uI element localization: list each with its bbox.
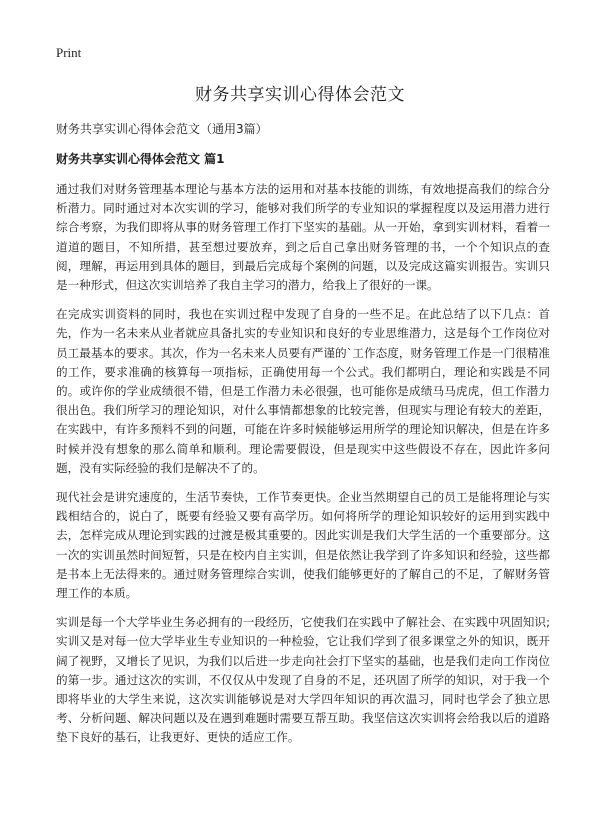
paragraph: 实训是每一个大学毕业生务必拥有的一段经历，它使我们在实践中了解社会、在实践中巩固知识;实训又是对每一位大学毕业生专业知识的一种检验，它让我们学到了很多课堂之外的知识，既开阔了视野，又增长了见识，为我们以后进一步走向社会打下坚实的基础，也是我们走向工作岗位的第一步。通过这次的实训，不仅仅从中发现了自身的不足，还巩固了所学的知识，对于我一个即将毕业的大学生来说，这次实训能够说是对大学四年知识的再次温习，同时也学会了独立思考、分析问题、解决问题以及在遇到难题时需要互帮互助。我坚信这次实训将会给我以后的道路垫下良好的基石，让我更好、更快的适应工作。 [56, 615, 550, 745]
paragraph: 通过我们对财务管理基本理论与基本方法的运用和对基本技能的训练，有效地提高我们的综合分析潜力。同时通过对本次实训的学习，能够对我们所学的专业知识的掌握程度以及运用潜力进行综合考察，为我们即将从事的财务管理工作打下坚实的基础。从一开始，拿到实训材料，看着一道道的题目，不知所措，甚至想过要放弃，到之后自己拿出财务管理的书，一个个知识点的查阅，理解，再运用到具体的题目，到最后完成每个案例的问题，以及完成这篇实训报告。实训只是一种形式，但这次实训培养了我自主学习的潜力，给我上了很好的一课。 [56, 182, 550, 293]
paragraph: 现代社会是讲究速度的，生活节奏快，工作节奏更快。企业当然期望自己的员工是能将理论与实践相结合的，说白了，既要有经验又要有高学历。如何将所学的理论知识较好的运用到实践中去，怎样完成从理论到实践的过渡是极其重要的。因此实训是我们大学生活的一个重要部分。这一次的实训虽然时间短暂，只是在校内自主实训，但是依然让我学到了许多知识和经验，这些都是书本上无法得来的。通过财务管理综合实训，使我们能够更好的了解自己的不足，了解财务管理工作的本质。 [56, 490, 550, 601]
page-title: 财务共享实训心得体会范文 [195, 85, 405, 105]
section-heading: 财务共享实训心得体会范文 篇1 [56, 152, 225, 166]
document-subtitle: 财务共享实训心得体会范文（通用3篇） [56, 122, 268, 136]
article-body [56, 180, 550, 758]
paragraph: 在完成实训资料的同时，我也在实训过程中发现了自身的一些不足。在此总结了以下几点：首先，作为一名未来从业者就应具备扎实的专业知识和良好的专业思维潜力，这是每个工作岗位对员工最基本的要求。其次，作为一名未来人员要有严谨的`工作态度，财务管理工作是一门很精准的工作，要求准确的核算每一项指标，正确使用每一个公式。我们都明白，理论和实践是不同的。或许你的学业成绩很不错，但是工作潜力未必很强，也可能你是成绩马马虎虎，但工作潜力很出色。我们所学习的理论知识，对什么事情都想象的比较完善，但现实与理论有较大的差距，在实践中，有许多预料不到的问题，可能在许多时候能够运用所学的理论知识解决，但是在许多时候并没有想象的那么简单和顺利。理论需要假设，但是现实中这些假设不存在，因此许多问题，没有实际经验的我们是解决不了的。 [56, 307, 550, 475]
print-link[interactable]: Print [56, 45, 82, 60]
